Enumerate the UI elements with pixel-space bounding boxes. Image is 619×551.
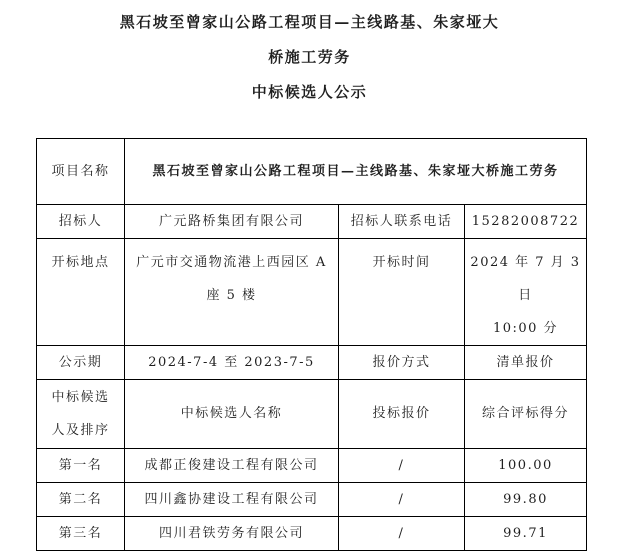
- candidates-bid-header: 投标报价: [339, 380, 465, 449]
- candidate-3-score: 99.71: [465, 517, 587, 551]
- candidate-1-score: 100.00: [465, 449, 587, 483]
- document-title-line-2: 桥施工劳务: [268, 48, 351, 66]
- candidate-row-1: [37, 449, 587, 483]
- opening-location-value: [125, 239, 339, 346]
- candidate-1-name: 成都正俊建设工程有限公司: [125, 449, 339, 483]
- publicity-period-label: 公示期: [37, 346, 125, 380]
- project-name-value: 黑石坡至曾家山公路工程项目—主线路基、朱家垭大桥施工劳务: [125, 139, 587, 205]
- opening-location-line-1: 广元市交通物流港上西园区 A: [136, 255, 327, 270]
- opening-location-label: 开标地点: [37, 239, 125, 346]
- document-title-line-3: 中标候选人公示: [251, 83, 368, 101]
- candidate-1-bid: /: [339, 449, 465, 483]
- candidates-rank-header: [37, 380, 125, 449]
- opening-location-line-2: 座 5 楼: [206, 288, 257, 303]
- candidate-row-2: [37, 483, 587, 517]
- candidate-3-bid: /: [339, 517, 465, 551]
- candidate-2-bid: /: [339, 483, 465, 517]
- candidate-row-3: [37, 517, 587, 551]
- opening-row: [37, 239, 587, 346]
- tenderer-row: [37, 205, 587, 239]
- pricing-method-label: 报价方式: [339, 346, 465, 380]
- candidates-score-header: 综合评标得分: [465, 380, 587, 449]
- opening-time-line-1: 2024 年 7 月 3 日: [470, 255, 581, 303]
- publicity-period-value: 2024-7-4 至 2023-7-5: [125, 346, 339, 380]
- project-name-row: [37, 139, 587, 205]
- tenderer-phone-label: 招标人联系电话: [339, 205, 465, 239]
- candidate-3-rank: 第三名: [37, 517, 125, 551]
- bid-notice-table: [36, 138, 587, 551]
- candidate-2-score: 99.80: [465, 483, 587, 517]
- candidate-2-rank: 第二名: [37, 483, 125, 517]
- tenderer-value: 广元路桥集团有限公司: [125, 205, 339, 239]
- opening-time-value: [465, 239, 587, 346]
- pricing-method-value: 清单报价: [465, 346, 587, 380]
- candidate-1-rank: 第一名: [37, 449, 125, 483]
- tenderer-label: 招标人: [37, 205, 125, 239]
- publicity-row: [37, 346, 587, 380]
- candidates-name-header: 中标候选人名称: [125, 380, 339, 449]
- candidate-3-name: 四川君铁劳务有限公司: [125, 517, 339, 551]
- candidates-header-row: [37, 380, 587, 449]
- candidate-2-name: 四川鑫协建设工程有限公司: [125, 483, 339, 517]
- candidates-rank-header-line-2: 人及排序: [51, 423, 110, 438]
- notice-page: [0, 5, 619, 541]
- opening-time-line-2: 10:00 分: [492, 321, 559, 336]
- candidates-rank-header-line-1: 中标候选: [51, 390, 110, 405]
- tenderer-phone-value: 15282008722: [465, 205, 587, 239]
- opening-time-label: 开标时间: [339, 239, 465, 346]
- project-name-label: 项目名称: [37, 139, 125, 205]
- document-title: [0, 5, 619, 110]
- document-title-line-1: 黑石坡至曾家山公路工程项目—主线路基、朱家垭大: [119, 13, 500, 31]
